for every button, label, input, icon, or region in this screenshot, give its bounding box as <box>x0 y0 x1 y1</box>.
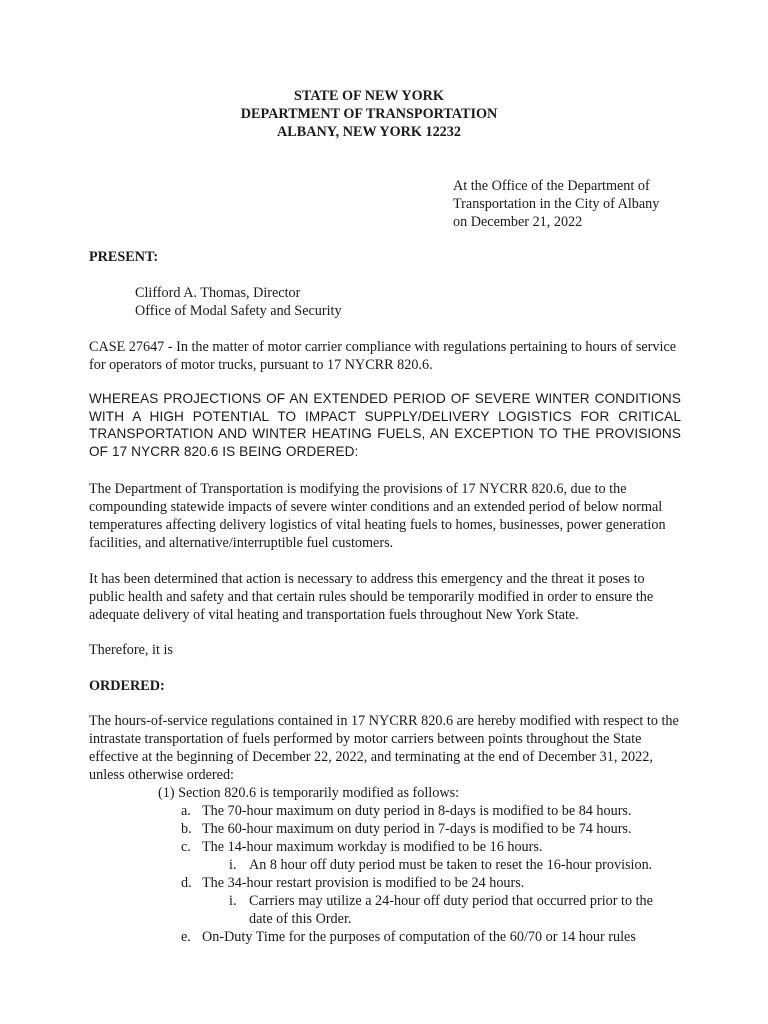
list-item <box>181 820 632 838</box>
therefore-line: Therefore, it is <box>89 642 173 658</box>
list-item <box>181 874 524 892</box>
list-marker: i. <box>229 857 237 873</box>
present-block <box>89 284 727 320</box>
list-marker: c. <box>181 839 191 855</box>
list-item <box>229 892 653 910</box>
location-block <box>453 177 693 231</box>
director-office: Office of Modal Safety and Security <box>135 303 342 319</box>
location-line-2: Transportation in the City of Albany <box>453 196 660 212</box>
letterhead <box>0 87 768 141</box>
list-item <box>181 838 542 856</box>
ordered-heading: ORDERED: <box>89 678 165 694</box>
director-name: Clifford A. Thomas, Director <box>135 285 301 301</box>
list-item-text: The 14-hour maximum workday is modified to be 16 hours. <box>202 839 543 855</box>
list-item-text: On-Duty Time for the purposes of computation of the 60/70 or 14 hour rules <box>202 929 636 945</box>
list-marker: a. <box>181 803 191 819</box>
determined-paragraph: It has been determined that action is necessary to address this emergency and the threat it poses to public health and safety and that certain rules should be temporarily modified in order to ensure the adequate delivery of vital heating and transportation fuels throughout New York State. <box>89 571 654 623</box>
list-item <box>181 928 636 946</box>
present-heading: PRESENT: <box>89 249 159 265</box>
list-item-text: The 70-hour maximum on duty period in 8-days is modified to be 84 hours. <box>202 803 632 819</box>
header-address: ALBANY, NEW YORK 12232 <box>277 124 461 140</box>
case-paragraph: CASE 27647 - In the matter of motor carrier compliance with regulations pertaining to hours of service for operators of motor trucks, pursuant to 17 NYCRR 820.6. <box>89 339 677 373</box>
header-department: DEPARTMENT OF TRANSPORTATION <box>240 106 498 122</box>
whereas-paragraph: WHEREAS PROJECTIONS OF AN EXTENDED PERIOD OF SEVERE WINTER CONDITIONS WITH A HIGH POTENTIAL TO IMPACT SUPPLY/DELIVERY LOGISTICS FOR CRITICAL TRANSPORTATION AND WINTER HEATING FUELS, AN EXCEPTION TO THE PROVISIONS OF 17 NYCRR 820.6 IS BEING ORDERED: <box>89 391 681 459</box>
location-line-3: on December 21, 2022 <box>453 214 583 230</box>
list-marker: e. <box>181 929 191 945</box>
list-item-text: An 8 hour off duty period must be taken to reset the 16-hour provision. <box>249 857 653 873</box>
location-line-1: At the Office of the Department of <box>453 178 650 194</box>
list-item-text: Section 820.6 is temporarily modified as follows: <box>178 785 460 801</box>
department-paragraph: The Department of Transportation is modifying the provisions of 17 NYCRR 820.6, due to the compounding statewide impacts of severe winter conditions and an extended period of below normal temperatures affecting delivery logistics of vital heating fuels to homes, businesses, power generation facilities, and alternative/interruptible fuel customers. <box>89 481 666 551</box>
list-marker: i. <box>229 893 237 909</box>
list-item-text: Carriers may utilize a 24-hour off duty period that occurred prior to the <box>249 893 653 909</box>
header-state: STATE OF NEW YORK <box>294 88 444 104</box>
list-item-continuation: date of this Order. <box>249 911 352 927</box>
list-marker: b. <box>181 821 192 837</box>
list-marker: d. <box>181 875 192 891</box>
list-item-text: The 60-hour maximum on duty period in 7-days is modified to be 74 hours. <box>202 821 632 837</box>
list-item <box>229 856 652 874</box>
list-item <box>181 802 632 820</box>
hours-of-service-paragraph: The hours-of-service regulations contained in 17 NYCRR 820.6 are hereby modified with respect to the intrastate transportation of fuels performed by motor carriers between points throughout the State effective at the beginning of December 22, 2022, and terminating at the end of December 31, 2022, unless otherwise ordered: <box>89 713 679 783</box>
list-item <box>158 784 459 802</box>
list-item-text: The 34-hour restart provision is modified to be 24 hours. <box>202 875 525 891</box>
list-marker: (1) <box>158 785 175 801</box>
